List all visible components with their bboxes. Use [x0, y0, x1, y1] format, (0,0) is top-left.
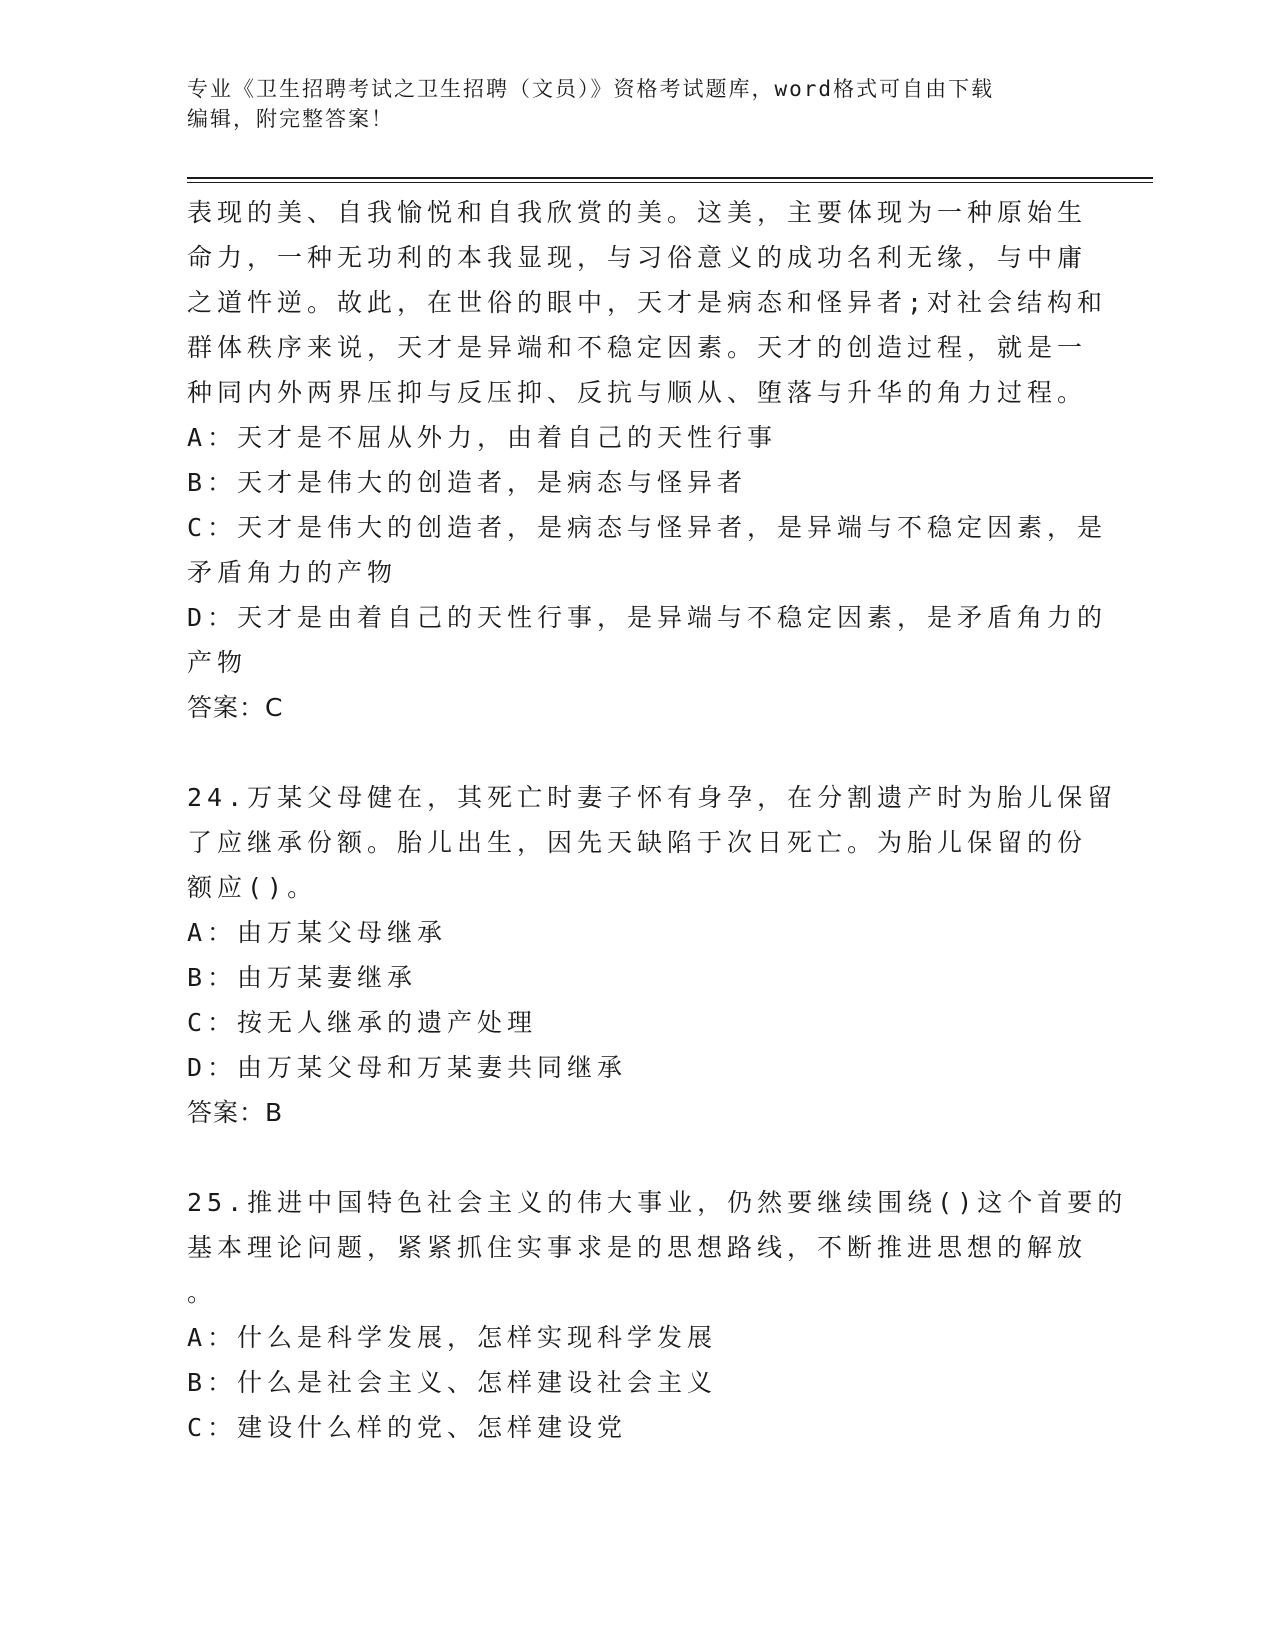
question-stem-line: 基本理论问题，紧紧抓住实事求是的思想路线，不断推进思想的解放	[187, 1233, 1088, 1262]
answer-label: 答案：B	[187, 1098, 284, 1127]
header-divider-thick	[187, 177, 1153, 179]
spacer	[187, 1135, 1087, 1180]
answer-label: 答案：C	[187, 693, 284, 722]
question-stem-line: 25.推进中国特色社会主义的伟大事业，仍然要继续围绕()这个首要的	[187, 1188, 1128, 1217]
option-c: C：按无人继承的遗产处理	[187, 1008, 538, 1037]
question-stem-line: 额应()。	[187, 873, 318, 902]
option-b: B：天才是伟大的创造者，是病态与怪异者	[187, 468, 748, 497]
option-a: A：由万某父母继承	[187, 918, 448, 947]
question-24	[187, 775, 1118, 1135]
option-d: D：天才是由着自己的天性行事，是异端与不稳定因素，是矛盾角力的	[187, 603, 1108, 632]
header-title-line2: 编辑，附完整答案！	[187, 107, 394, 131]
header-divider-thin	[187, 182, 1153, 183]
question-stem-line: 之道忤逆。故此，在世俗的眼中，天才是病态和怪异者;对社会结构和	[187, 288, 1108, 317]
question-stem-line: 命力，一种无功利的本我显现，与习俗意义的成功名利无缘，与中庸	[187, 243, 1088, 272]
option-d: D：由万某父母和万某妻共同继承	[187, 1053, 628, 1082]
option-c: C：天才是伟大的创造者，是病态与怪异者，是异端与不稳定因素，是	[187, 513, 1108, 542]
option-b: B：由万某妻继承	[187, 963, 418, 992]
option-a: A：什么是科学发展，怎样实现科学发展	[187, 1323, 718, 1352]
question-stem-line: 了应继承份额。胎儿出生，因先天缺陷于次日死亡。为胎儿保留的份	[187, 828, 1088, 857]
question-stem-line: 种同内外两界压抑与反压抑、反抗与顺从、堕落与升华的角力过程。	[187, 378, 1088, 407]
question-stem-line: 24.万某父母健在，其死亡时妻子怀有身孕，在分割遗产时为胎儿保留	[187, 783, 1118, 812]
question-stem-line: 。	[187, 1278, 218, 1307]
option-c-continued: 矛盾角力的产物	[187, 558, 398, 587]
question-25	[187, 1180, 1128, 1450]
page-content	[187, 190, 1128, 1450]
option-b: B：什么是社会主义、怎样建设社会主义	[187, 1368, 718, 1397]
question-stem-line: 表现的美、自我愉悦和自我欣赏的美。这美，主要体现为一种原始生	[187, 198, 1088, 227]
question-stem-line: 群体秩序来说，天才是异端和不稳定因素。天才的创造过程，就是一	[187, 333, 1088, 362]
spacer	[187, 730, 1087, 775]
option-c: C：建设什么样的党、怎样建设党	[187, 1413, 628, 1442]
page-header	[187, 74, 1087, 134]
option-d-continued: 产物	[187, 648, 248, 677]
option-a: A：天才是不屈从外力，由着自己的天性行事	[187, 423, 778, 452]
question-23	[187, 190, 1108, 730]
header-title-line1: 专业《卫生招聘考试之卫生招聘（文员）》资格考试题库，word格式可自由下载	[187, 77, 995, 101]
